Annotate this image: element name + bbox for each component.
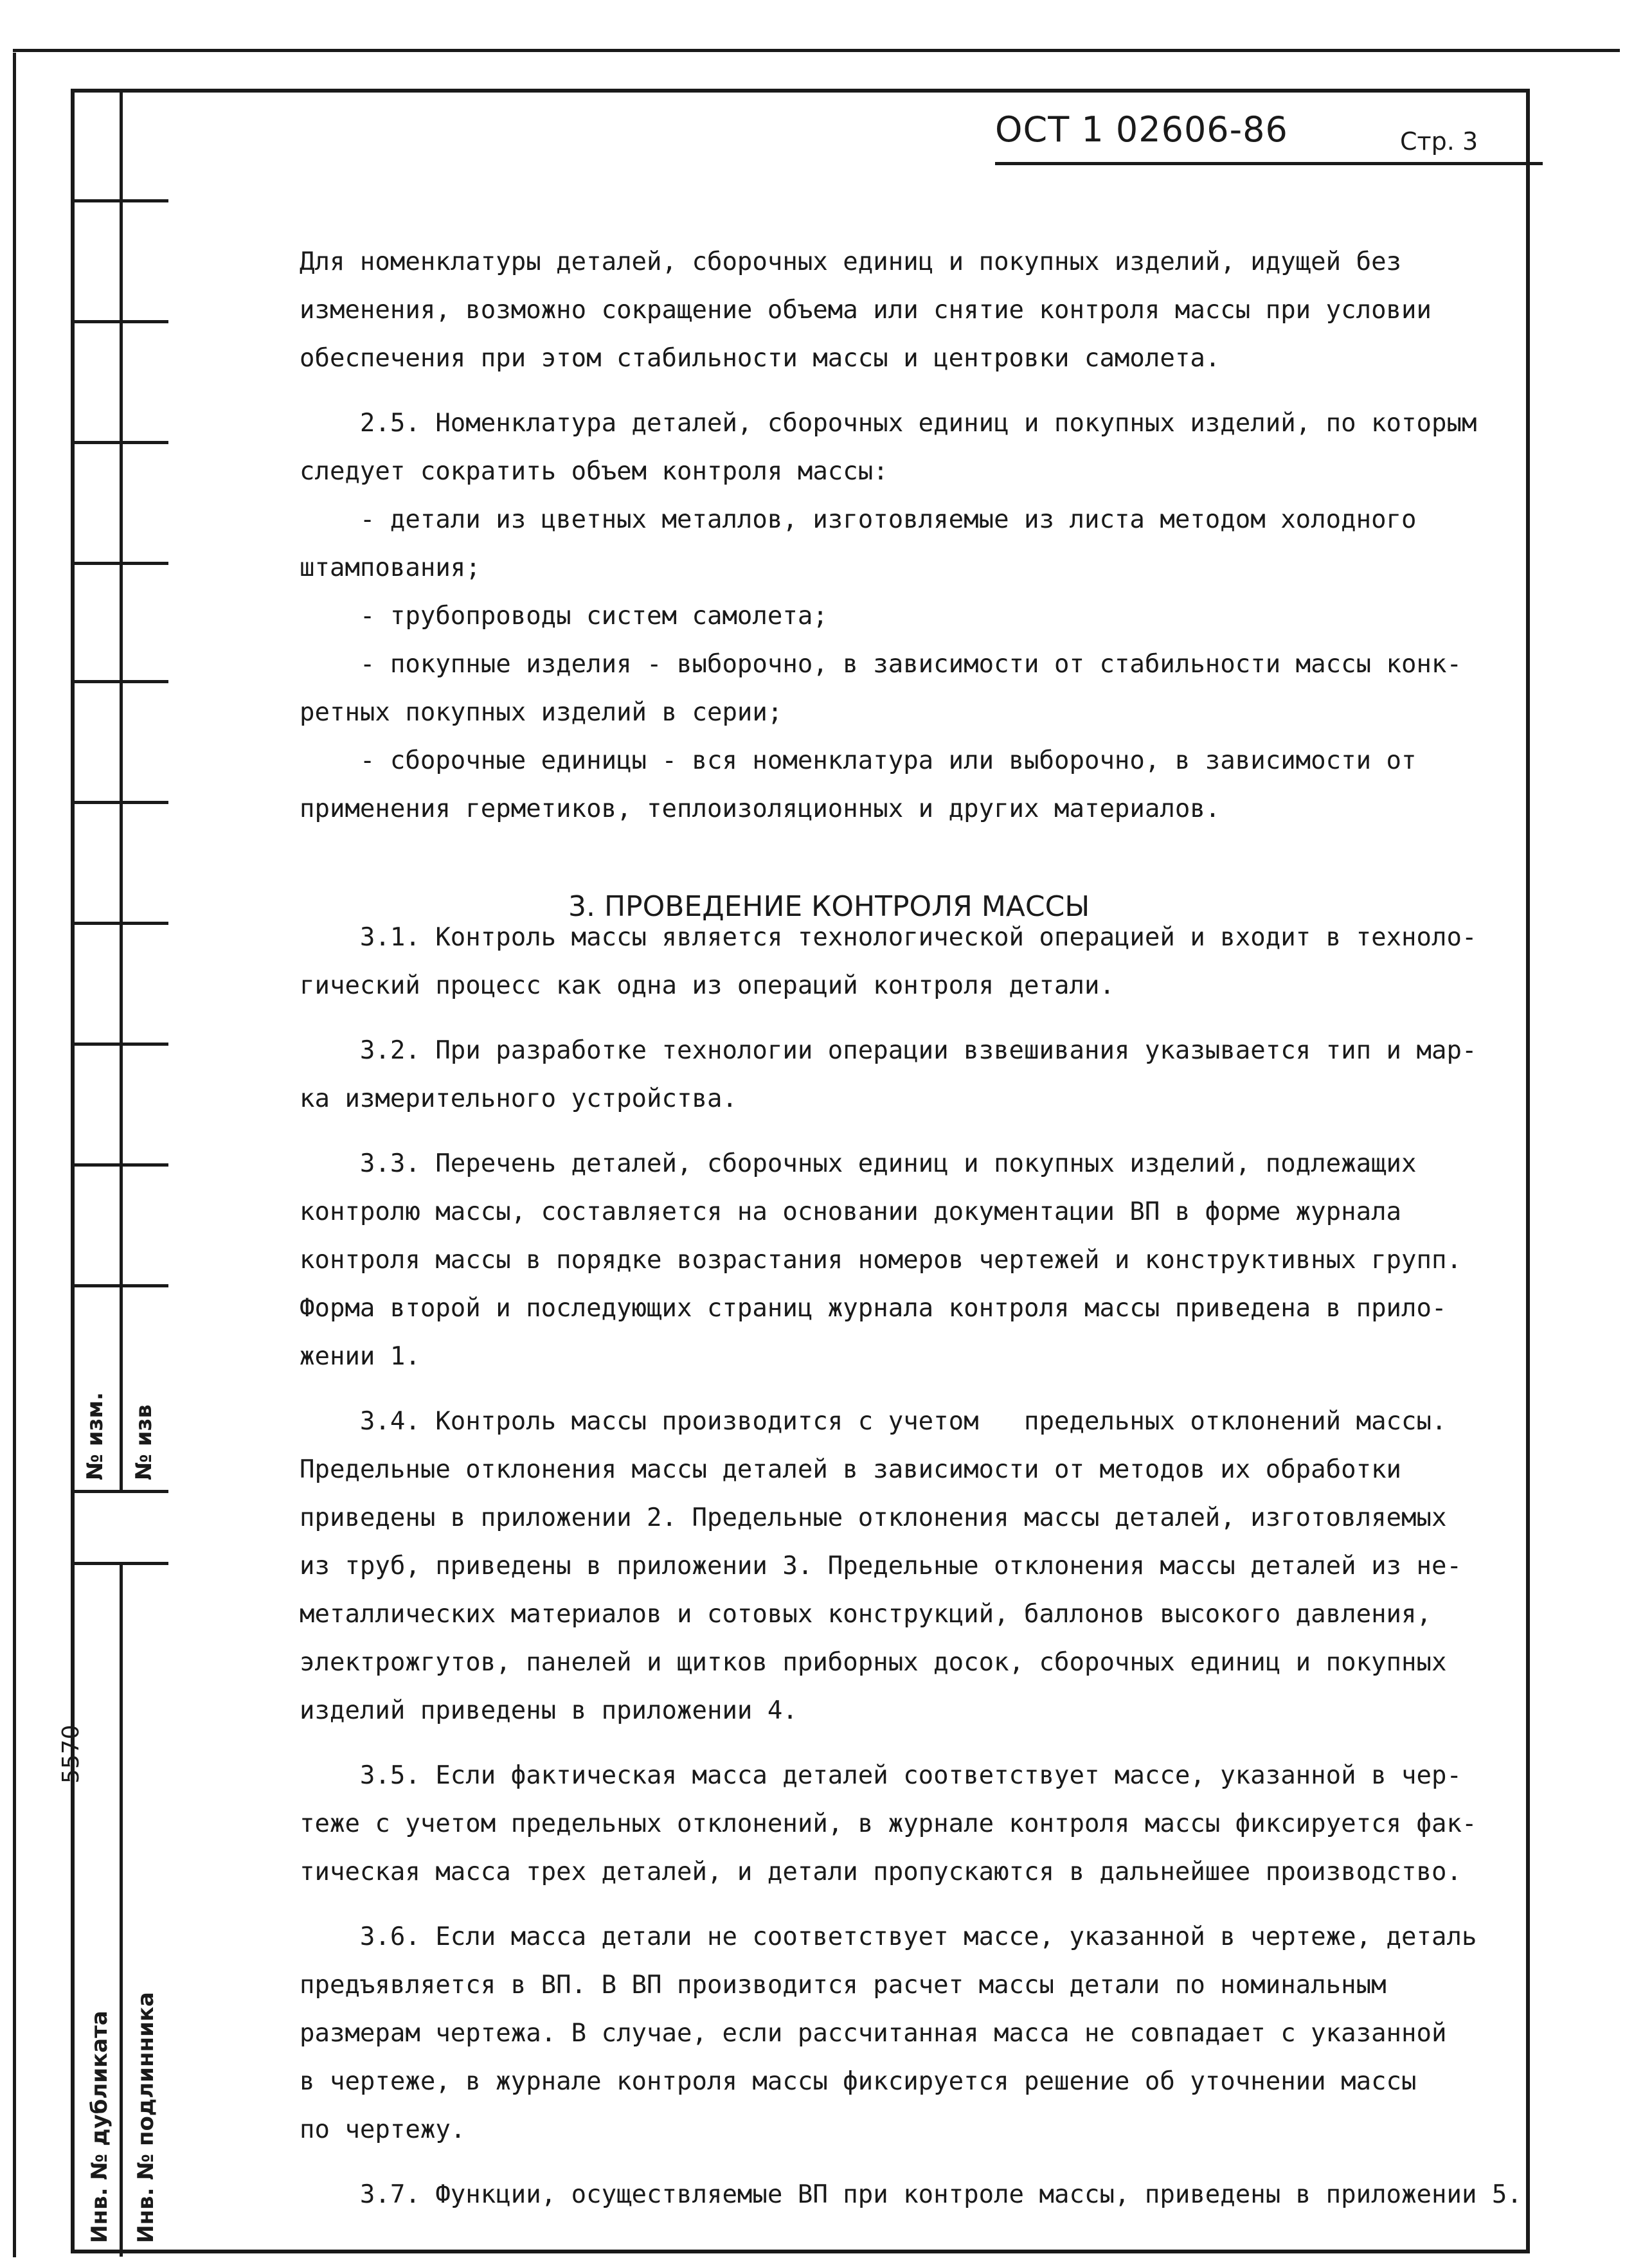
text-line: 3.3. Перечень деталей, сборочных единиц и покупных изделий, подлежащих (300, 1149, 1417, 1178)
side-row-line (71, 1284, 168, 1287)
text-line: - покупные изделия - выборочно, в зависимости от стабильности массы конк- (300, 650, 1462, 679)
paragraph-2-5 (300, 399, 1495, 833)
side-row-line (71, 441, 168, 444)
text-line: следует сократить объем контроля массы: (300, 457, 888, 486)
document-body (300, 238, 1522, 2219)
text-line: - трубопроводы систем самолета; (300, 602, 828, 631)
side-stamp-top (71, 89, 168, 1493)
text-line: 3.1. Контроль массы является технологической операцией и входит в техноло- (300, 923, 1477, 952)
text-line: ретных покупных изделий в серии; (300, 698, 783, 727)
side-row-line (71, 562, 168, 565)
text-line: электрожгутов, панелей и щитков приборных досок, сборочных единиц и покупных (300, 1648, 1447, 1677)
text-line: приведены в приложении 2. Предельные отклонения массы деталей, изготовляемых (300, 1503, 1447, 1532)
text-line: - сборочные единицы - вся номенклатура или выборочно, в зависимости от (300, 746, 1417, 775)
side-vline-left (71, 89, 74, 1493)
text-line: контролю массы, составляется на основании документации ВП в форме журнала (300, 1197, 1402, 1226)
text-line: гический процесс как одна из операций контроля детали. (300, 971, 1115, 1000)
section-heading: 3. ПРОВЕДЕНИЕ КОНТРОЛЯ МАССЫ (568, 890, 1090, 923)
side-row-line (71, 801, 168, 804)
sheet-left-border (13, 53, 16, 2257)
text-line: предъявляется в ВП. В ВП производится расчет массы детали по номинальным (300, 1971, 1387, 2000)
text-line: тическая масса трех деталей, и детали пропускаются в дальнейшее производство. (300, 1858, 1462, 1886)
text-line: штампования; (300, 553, 481, 582)
text-line: 3.2. При разработке технологии операции взвешивания указывается тип и мар- (300, 1036, 1477, 1065)
text-line: 3.5. Если фактическая масса деталей соответствует массе, указанной в чер- (300, 1761, 1462, 1790)
page-header (995, 109, 1543, 170)
side-row-line (71, 1163, 168, 1167)
text-line: ка измерительного устройства. (300, 1084, 737, 1113)
izv-label: № изв (131, 1404, 157, 1480)
paragraph-3-7 (300, 2171, 1522, 2219)
text-line: из труб, приведены в приложении 3. Предельные отклонения массы деталей из не- (300, 1552, 1462, 1580)
side-vline-mid (120, 1565, 123, 2257)
text-line: Для номенклатуры деталей, сборочных единиц и покупных изделий, идущей без (300, 247, 1402, 276)
text-line: контроля массы в порядке возрастания номеров чертежей и конструктивных групп. (300, 1246, 1462, 1275)
side-row-line (71, 1043, 168, 1046)
podl-label: Инв. № подлинника (133, 1992, 159, 2243)
side-row-line (71, 922, 168, 925)
text-line: по чертежу. (300, 2115, 466, 2144)
page-number: Стр. 3 (1400, 127, 1478, 156)
text-line: обеспечения при этом стабильности массы и центровки самолета. (300, 344, 1221, 373)
text-line: - детали из цветных металлов, изготовляемые из листа методом холодного (300, 505, 1417, 534)
text-line: 3.7. Функции, осуществляемые ВП при контроле массы, приведены в приложении 5. (300, 2180, 1522, 2209)
text-line: Форма второй и последующих страниц журнала контроля массы приведена в прило- (300, 1294, 1447, 1323)
side-stamp-bottom (58, 1562, 168, 2253)
text-line: жении 1. (300, 1342, 420, 1371)
dubl-label: Инв. № дубликата (87, 2010, 112, 2243)
text-line: 2.5. Номенклатура деталей, сборочных единиц и покупных изделий, по которым (300, 409, 1477, 438)
text-line: применения герметиков, теплоизоляционных и других материалов. (300, 794, 1221, 823)
paragraph-intro (300, 238, 1495, 382)
podlinnik-number: 5570 (58, 1724, 84, 1784)
paragraph-3-6 (300, 1913, 1495, 2154)
text-line: 3.4. Контроль массы производится с учетом предельных отклонений массы. (300, 1407, 1447, 1436)
text-line: размерам чертежа. В случае, если рассчитанная масса не совпадает с указанной (300, 2019, 1447, 2048)
text-line: металлических материалов и сотовых конструкций, баллонов высокого давления, (300, 1600, 1432, 1629)
text-line: теже с учетом предельных отклонений, в журнале контроля массы фиксируется фак- (300, 1809, 1477, 1838)
text-line: изделий приведены в приложении 4. (300, 1696, 798, 1725)
text-line: изменения, возможно сокращение объема или снятие контроля массы при условии (300, 296, 1432, 325)
paragraph-3-3 (300, 1140, 1495, 1381)
side-row-line (71, 680, 168, 683)
paragraph-3-1 (300, 913, 1495, 1010)
side-row-line (71, 320, 168, 323)
sheet-top-border (13, 49, 1620, 52)
header-rule (995, 162, 1543, 165)
paragraph-3-4 (300, 1397, 1495, 1735)
paragraph-3-2 (300, 1026, 1495, 1123)
side-row-line (71, 199, 168, 202)
doc-code: ОСТ 1 02606-86 (995, 109, 1288, 150)
izm-label: № изм. (82, 1392, 108, 1480)
text-line: в чертеже, в журнале контроля массы фиксируется решение об уточнении массы (300, 2067, 1417, 2096)
text-line: Предельные отклонения массы деталей в зависимости от методов их обработки (300, 1455, 1402, 1484)
paragraph-3-5 (300, 1751, 1495, 1896)
text-line: 3.6. Если масса детали не соответствует массе, указанной в чертеже, деталь (300, 1922, 1477, 1951)
side-vline-mid (120, 89, 123, 1493)
side-row-line (71, 1490, 168, 1493)
